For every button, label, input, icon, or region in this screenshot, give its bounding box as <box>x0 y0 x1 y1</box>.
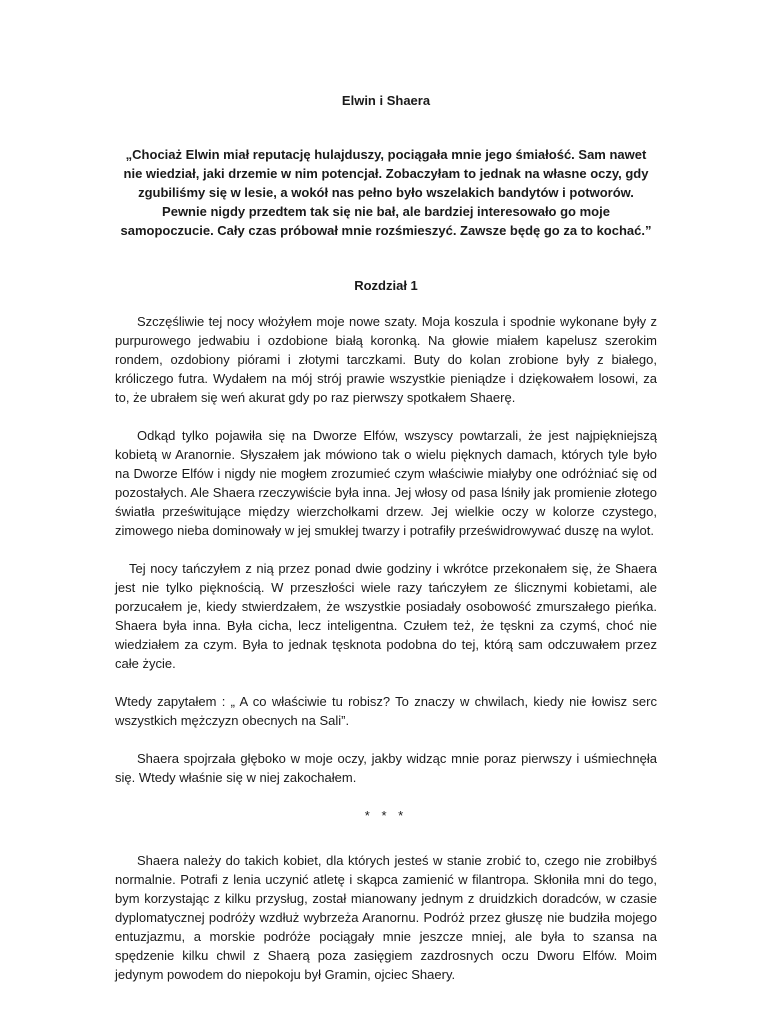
epigraph-quote: „Chociaż Elwin miał reputację hulajduszy, pociągała mnie jego śmiałość. Sam nawet nie wiedział, jaki drzemie w nim potencjał. Zobaczyłam to jednak na własne oczy, gdy zgubiliśmy się w lesie, a wokół nas pełno było wszelakich bandytów i potworów. Pewnie nigdy przedtem tak się nie bał, ale bardziej interesowało go moje samopoczucie. Cały czas próbował mnie rozśmieszyć. Zawsze będę go za to kochać.” <box>120 147 652 238</box>
paragraph: Wtedy zapytałem : „ A co właściwie tu robisz? To znaczy w chwilach, kiedy nie łowisz serc wszystkich mężczyzn obecnych na Sali”. <box>115 694 657 728</box>
paragraph: Tej nocy tańczyłem z nią przez ponad dwie godziny i wkrótce przekonałem się, że Shaera jest nie tylko pięknością. W przeszłości wiele razy tańczyłem ze ślicznymi kobietami, ale porzucałem je, kiedy stwierdzałem, że wszystkie posiadały osobowość zmurszałego pieńka. Shaera była inna. Była cicha, lecz inteligentna. Czułem też, że tęskni za czymś, choć nie wiedziałem za czym. Była to jednak tęsknota podobna do tej, którą sam odczuwałem przez całe życie. <box>115 561 657 671</box>
document-title: Elwin i Shaera <box>341 93 431 108</box>
paragraph: Shaera należy do takich kobiet, dla których jesteś w stanie zrobić to, czego nie zrobiłbyś normalnie. Potrafi z lenia uczynić atletę i skąpca zamienić w filantropa. Skłoniła mni do tego, bym korzystając z kilku przysług, został mianowany jednym z druidzkich doradców, w czasie dyplomatycznej podróży wzdłuż wybrzeża Aranornu. Podróż przez głuszę nie budziła mojego entuzjazmu, a morskie podróże pociągały mnie jeszcze mniej, ale była to szansa na spędzenie kilku chwil z Shaerą poza zasięgiem zazdrosnych oczu Dworu Elfów. Moim jedynym powodem do niepokoju był Gramin, ojciec Shaery. <box>115 853 657 982</box>
section-separator: * * * <box>364 808 408 823</box>
paragraph: Odkąd tylko pojawiła się na Dworze Elfów, wszyscy powtarzali, że jest najpiękniejszą kobietą w Aranornie. Słyszałem jak mówiono tak o wielu pięknych damach, których tyle było na Dworze Elfów i nigdy nie mogłem zrozumieć czym właściwie miałyby one odróżniać się od pozostałych. Ale Shaera rzeczywiście była inna. Jej włosy od pasa lśniły jak promienie złotego światła prześwitujące między wierzchołkami drzew. Jej wielkie oczy w kolorze czystego, zimowego nieba dominowały w jej smukłej twarzy i potrafiły prześwidrowywać duszę na wylot. <box>115 428 657 538</box>
chapter-title: Rozdział 1 <box>354 278 418 293</box>
paragraph: Szczęśliwie tej nocy włożyłem moje nowe szaty. Moja koszula i spodnie wykonane były z purpurowego jedwabiu i ozdobione białą koronką. Na głowie miałem kapelusz szerokim rondem, ozdobiony piórami i złotymi tarczkami. Buty do kolan zrobione były z białego, króliczego futra. Wydałem na mój strój prawie wszystkie pieniądze i dziękowałem losowi, za to, że ubrałem się weń akurat gdy po raz pierwszy spotkałem Shaerę. <box>115 314 657 405</box>
paragraph: Shaera spojrzała głęboko w moje oczy, jakby widząc mnie poraz pierwszy i uśmiechnęła się. Wtedy właśnie się w niej zakochałem. <box>115 751 657 785</box>
